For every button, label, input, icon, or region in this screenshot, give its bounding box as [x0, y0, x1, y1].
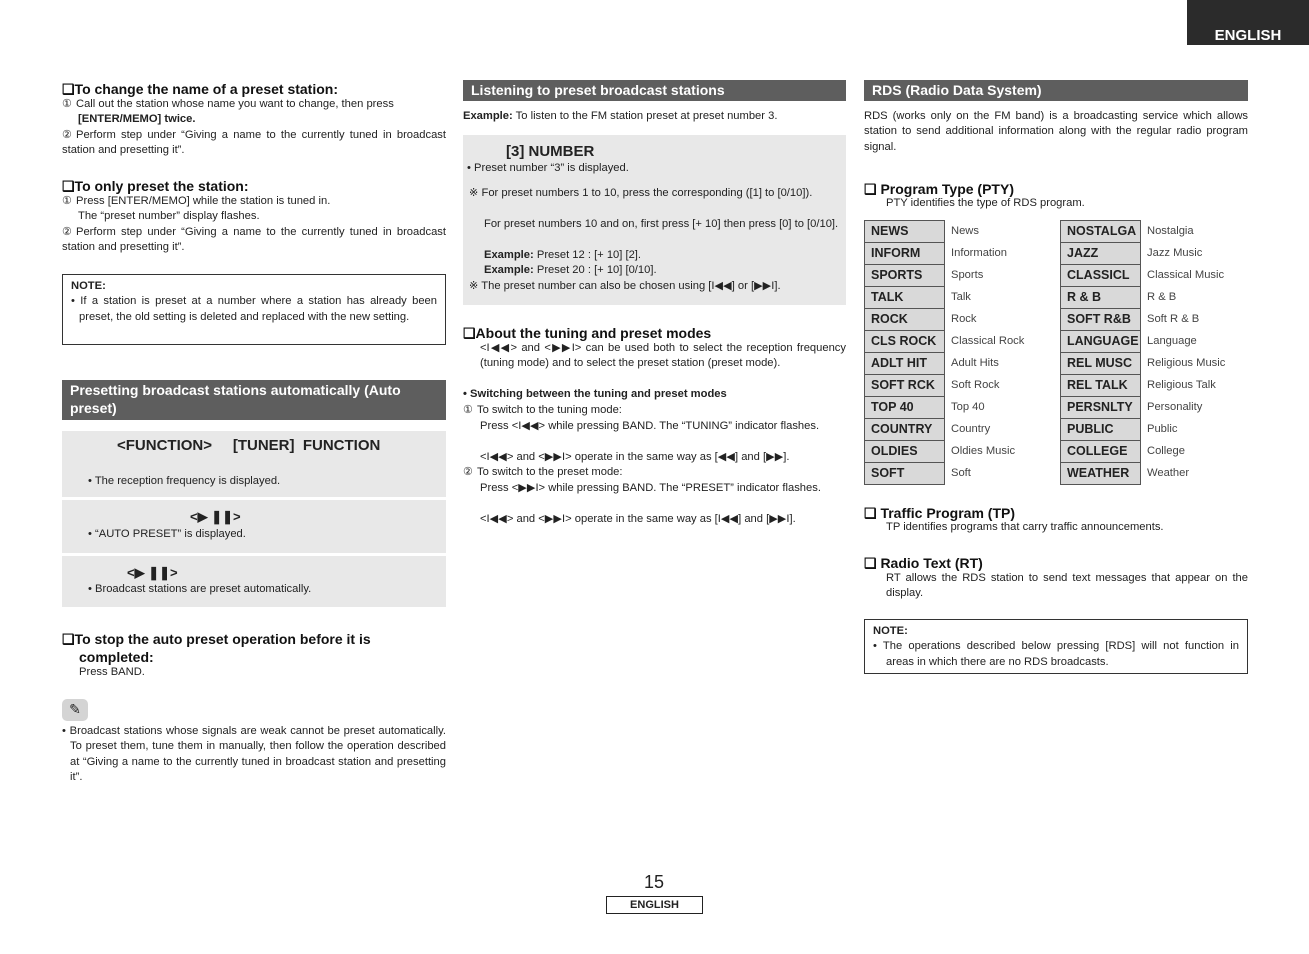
pty-name: Sports	[951, 268, 984, 281]
pty-row	[1061, 243, 1258, 265]
step-number-1: ①	[62, 195, 73, 207]
number-step-box	[463, 135, 846, 305]
section-title-rt: ❑ Radio Text (RT)	[864, 555, 983, 571]
pty-row	[865, 441, 1062, 463]
auto-preset-header: Presetting broadcast stations automatically (Auto preset)	[62, 380, 446, 420]
pty-row	[1061, 419, 1258, 441]
stop-instruction: Press BAND.	[79, 666, 145, 678]
pty-code: JAZZ	[1061, 243, 1141, 265]
section-title-pty: ❑ Program Type (PTY)	[864, 181, 1014, 197]
switching-modes-label: • Switching between the tuning and preset modes	[463, 388, 727, 400]
number-step-note: • Preset number “3” is displayed.	[467, 162, 629, 174]
pty-name: Country	[951, 422, 991, 435]
pty-table-left	[864, 220, 1062, 485]
rds-intro: RDS (works only on the FM band) is a broadcasting service which allows station to send additional information along with the regular radio program signal.	[864, 110, 1248, 153]
rds-header: RDS (Radio Data System)	[864, 80, 1248, 101]
preset-skip-note: ※ The preset number can also be chosen using [I◀◀] or [▶▶I].	[469, 280, 781, 292]
pty-row	[1061, 331, 1258, 353]
rds-note-label: NOTE:	[873, 625, 908, 637]
pty-row	[1061, 287, 1258, 309]
auto-preset-step-3	[62, 556, 446, 607]
switch-preset-detail: <I◀◀> and <▶▶I> operate in the same way as [I◀◀] and [▶▶I].	[480, 513, 796, 525]
pty-code: OLDIES	[865, 441, 945, 463]
auto-preset-step-2	[62, 500, 446, 553]
pty-row	[865, 353, 1062, 375]
section-title-tp: ❑ Traffic Program (TP)	[864, 505, 1016, 521]
pty-row	[865, 397, 1062, 419]
pty-code: CLASSICL	[1061, 265, 1141, 287]
switch-preset-instruction: Press <▶▶I> while pressing BAND. The “PRESET” indicator flashes.	[480, 482, 821, 494]
pty-row	[865, 265, 1062, 287]
tip-text: • Broadcast stations whose signals are weak cannot be preset automatically. To preset them, tune them in manually, then follow the operation described at “Giving a name to the currently tuned in broadcast station and presetting it”.	[62, 725, 446, 784]
pty-code: PERSNLTY	[1061, 397, 1141, 419]
step-3-heading: <▶ ❚❚>	[127, 565, 178, 580]
pty-code: INFORM	[865, 243, 945, 265]
step-3-note: • Broadcast stations are preset automatically.	[88, 583, 312, 595]
pty-name: Classical Rock	[951, 334, 1025, 347]
pty-name: Information	[951, 246, 1007, 259]
preset-example-20: Example: Preset 20 : [+ 10] [0/10].	[484, 264, 657, 276]
pty-row	[1061, 353, 1258, 375]
pty-row	[1061, 397, 1258, 419]
tuning-modes-text: <I◀◀> and <▶▶I> can be used both to select the reception frequency (tuning mode) and to select the preset station (preset mode).	[480, 342, 846, 370]
switch-tuning-instruction: Press <I◀◀> while pressing BAND. The “TUNING” indicator flashes.	[480, 420, 820, 432]
pty-code: WEATHER	[1061, 463, 1141, 485]
section-title-only-preset: ❑To only preset the station:	[62, 178, 249, 194]
note-box	[62, 274, 446, 345]
pty-code: CLS ROCK	[865, 331, 945, 353]
pty-row	[865, 309, 1062, 331]
pty-code: LANGUAGE	[1061, 331, 1141, 353]
pty-name: College	[1147, 444, 1185, 457]
pty-name: Adult Hits	[951, 356, 999, 369]
step-number-2: ②	[463, 466, 474, 478]
preset-range-note-2: For preset numbers 10 and on, first press [+ 10] then press [0] to [0/10].	[484, 218, 839, 230]
pty-name: News	[951, 224, 979, 237]
only-preset-step-1-cont: The “preset number” display flashes.	[78, 210, 260, 222]
pty-name: Talk	[951, 290, 971, 303]
pty-name: Oldies Music	[951, 444, 1016, 457]
pencil-icon: ✎	[62, 699, 88, 721]
pty-code: NEWS	[865, 221, 945, 243]
pty-code: SOFT RCK	[865, 375, 945, 397]
pty-code: PUBLIC	[1061, 419, 1141, 441]
change-name-step-1-cont: [ENTER/MEMO] twice.	[78, 113, 196, 125]
pty-name: Public	[1147, 422, 1178, 435]
pty-row	[1061, 309, 1258, 331]
rt-description: RT allows the RDS station to send text messages that appear on the display.	[886, 572, 1248, 600]
pty-name: Top 40	[951, 400, 985, 413]
listening-example: Example: To listen to the FM station preset at preset number 3.	[463, 110, 778, 122]
preset-example-12: Example: Preset 12 : [+ 10] [2].	[484, 249, 642, 261]
listening-preset-header: Listening to preset broadcast stations	[463, 80, 846, 101]
preset-range-note-1: ※ For preset numbers 1 to 10, press the corresponding ([1] to [0/10]).	[469, 187, 813, 199]
pty-name: Religious Talk	[1147, 378, 1216, 391]
only-preset-step-2: ② Perform step under “Giving a name to the currently tuned in broadcast station and presetting it”.	[62, 226, 446, 254]
pty-row	[865, 375, 1062, 397]
pty-code: REL MUSC	[1061, 353, 1141, 375]
pty-row	[1061, 265, 1258, 287]
pty-row	[1061, 221, 1258, 243]
pty-row	[1061, 463, 1258, 485]
pty-name: Soft Rock	[951, 378, 1000, 391]
page-number: 15	[643, 872, 665, 892]
step-number-1: ①	[463, 404, 474, 416]
pty-code: TOP 40	[865, 397, 945, 419]
section-title-tuning-modes: ❑About the tuning and preset modes	[463, 325, 712, 341]
pty-name: Religious Music	[1147, 356, 1226, 369]
step-1-heading: <FUNCTION> [TUNER] FUNCTION	[117, 437, 381, 454]
pty-description: PTY identifies the type of RDS program.	[886, 197, 1085, 209]
auto-preset-step-1	[62, 431, 446, 497]
tp-description: TP identifies programs that carry traffic announcements.	[886, 521, 1164, 533]
step-1-note: • The reception frequency is displayed.	[88, 475, 281, 487]
pty-row	[865, 243, 1062, 265]
change-name-step-2: ② Perform step under “Giving a name to the currently tuned in broadcast station and presetting it”.	[62, 129, 446, 157]
pty-name: Nostalgia	[1147, 224, 1194, 237]
step-number-1: ①	[62, 98, 73, 110]
pty-code: SOFT	[865, 463, 945, 485]
number-step-heading: [3] NUMBER	[506, 143, 595, 160]
pty-row	[865, 463, 1062, 485]
only-preset-step-1: ① Press [ENTER/MEMO] while the station is tuned in.	[62, 194, 446, 209]
section-title-stop-auto-preset-cont: completed:	[79, 649, 154, 665]
pty-code: SPORTS	[865, 265, 945, 287]
pty-code: NOSTALGA	[1061, 221, 1141, 243]
pty-row	[865, 331, 1062, 353]
pty-name: Rock	[951, 312, 977, 325]
pty-row	[865, 419, 1062, 441]
step-2-note: • “AUTO PRESET” is displayed.	[88, 528, 246, 540]
pty-row	[1061, 375, 1258, 397]
pty-name: Soft R & B	[1147, 312, 1200, 325]
pty-code: ROCK	[865, 309, 945, 331]
note-text: • If a station is preset at a number where a station has already been preset, the old setting is deleted and replaced with the new setting.	[71, 295, 437, 323]
rds-note-text: • The operations described below pressing [RDS] will not function in areas in which there are no RDS broadcasts.	[873, 640, 1239, 668]
pty-table-right	[1060, 220, 1258, 485]
pty-row	[865, 221, 1062, 243]
note-label: NOTE:	[71, 280, 106, 292]
pty-row	[865, 287, 1062, 309]
language-tab: ENGLISH	[1187, 0, 1309, 45]
section-title-change-name: ❑To change the name of a preset station:	[62, 81, 339, 97]
section-title-stop-auto-preset: ❑To stop the auto preset operation before it is	[62, 631, 371, 647]
pty-name: Jazz Music	[1147, 246, 1203, 259]
pty-name: Weather	[1147, 466, 1190, 479]
rds-note-box	[864, 619, 1248, 674]
step-2-heading: <▶ ❚❚>	[190, 509, 241, 524]
pty-code: R & B	[1061, 287, 1141, 309]
pty-name: Language	[1147, 334, 1197, 347]
pty-name: Soft	[951, 466, 971, 479]
step-number-2: ②	[62, 129, 73, 141]
pty-code: ADLT HIT	[865, 353, 945, 375]
footer-language-label: ENGLISH	[606, 896, 703, 914]
pty-row	[1061, 441, 1258, 463]
pty-name: Classical Music	[1147, 268, 1225, 281]
pty-name: R & B	[1147, 290, 1177, 303]
pty-code: COUNTRY	[865, 419, 945, 441]
change-name-step-1: ① Call out the station whose name you want to change, then press	[62, 97, 446, 112]
switch-tuning-title: ① To switch to the tuning mode:	[463, 403, 846, 418]
step-number-2: ②	[62, 226, 73, 238]
pty-code: TALK	[865, 287, 945, 309]
pty-code: SOFT R&B	[1061, 309, 1141, 331]
switch-preset-title: ② To switch to the preset mode:	[463, 465, 846, 480]
switch-tuning-detail: <I◀◀> and <▶▶I> operate in the same way as [◀◀] and [▶▶].	[480, 451, 790, 463]
pty-code: COLLEGE	[1061, 441, 1141, 463]
pty-name: Personality	[1147, 400, 1203, 413]
pty-code: REL TALK	[1061, 375, 1141, 397]
